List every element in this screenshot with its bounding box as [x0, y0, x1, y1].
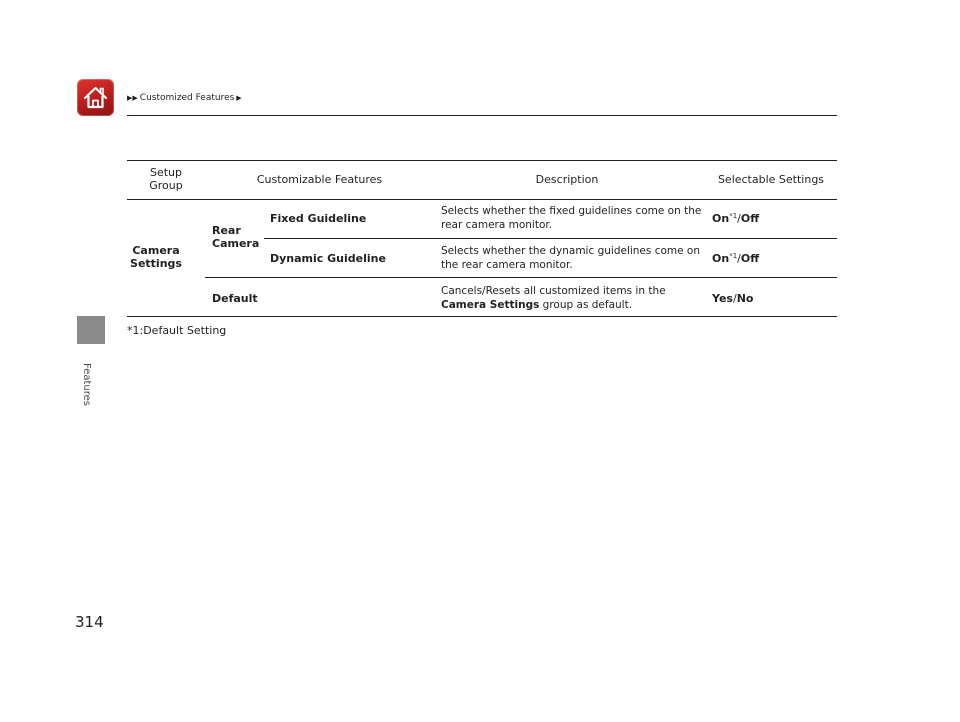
header-rule: [127, 199, 837, 200]
footnote: *1:Default Setting: [127, 324, 227, 337]
setting-fixed-guideline: On$^{*1}$/Off: [712, 212, 760, 225]
breadcrumb-arrow-icon: ▶▶: [127, 94, 138, 102]
description-dynamic-guideline: Selects whether the dynamic guidelines come on the rear camera monitor.: [441, 245, 701, 271]
home-icon: [81, 83, 110, 112]
subgroup-rear-camera: Rear Camera: [212, 224, 260, 250]
setting-dynamic-guideline: On$^{*1}$/Off: [712, 252, 760, 265]
description-default: Cancels/Resets all customized items in the Camera Settings group as default.: [441, 285, 666, 311]
group-camera-settings: Camera Settings: [130, 244, 182, 270]
breadcrumb-arrow-icon: ▶: [236, 94, 242, 102]
col-header-description: Description: [535, 173, 599, 186]
col-header-setup-group: Setup Group: [149, 166, 183, 192]
table-bottom-rule: [127, 316, 837, 317]
table-top-rule: [127, 160, 837, 161]
row-rule: [205, 277, 837, 278]
home-button[interactable]: [77, 79, 114, 116]
breadcrumb: [127, 93, 242, 103]
section-label: Features: [81, 363, 92, 406]
feature-default: Default: [212, 292, 258, 305]
setting-default: Yes/No: [712, 292, 754, 305]
breadcrumb-link[interactable]: Customized Features: [139, 93, 235, 103]
header-rule: [127, 115, 837, 116]
feature-fixed-guideline: Fixed Guideline: [270, 212, 367, 225]
description-fixed-guideline: Selects whether the fixed guidelines come on the rear camera monitor.: [441, 205, 702, 231]
feature-dynamic-guideline: Dynamic Guideline: [270, 252, 386, 265]
col-header-customizable-features: Customizable Features: [256, 173, 383, 186]
row-rule: [264, 238, 837, 239]
page-number: 314: [75, 613, 104, 631]
section-tab: [77, 316, 105, 344]
col-header-selectable-settings: Selectable Settings: [717, 173, 825, 186]
